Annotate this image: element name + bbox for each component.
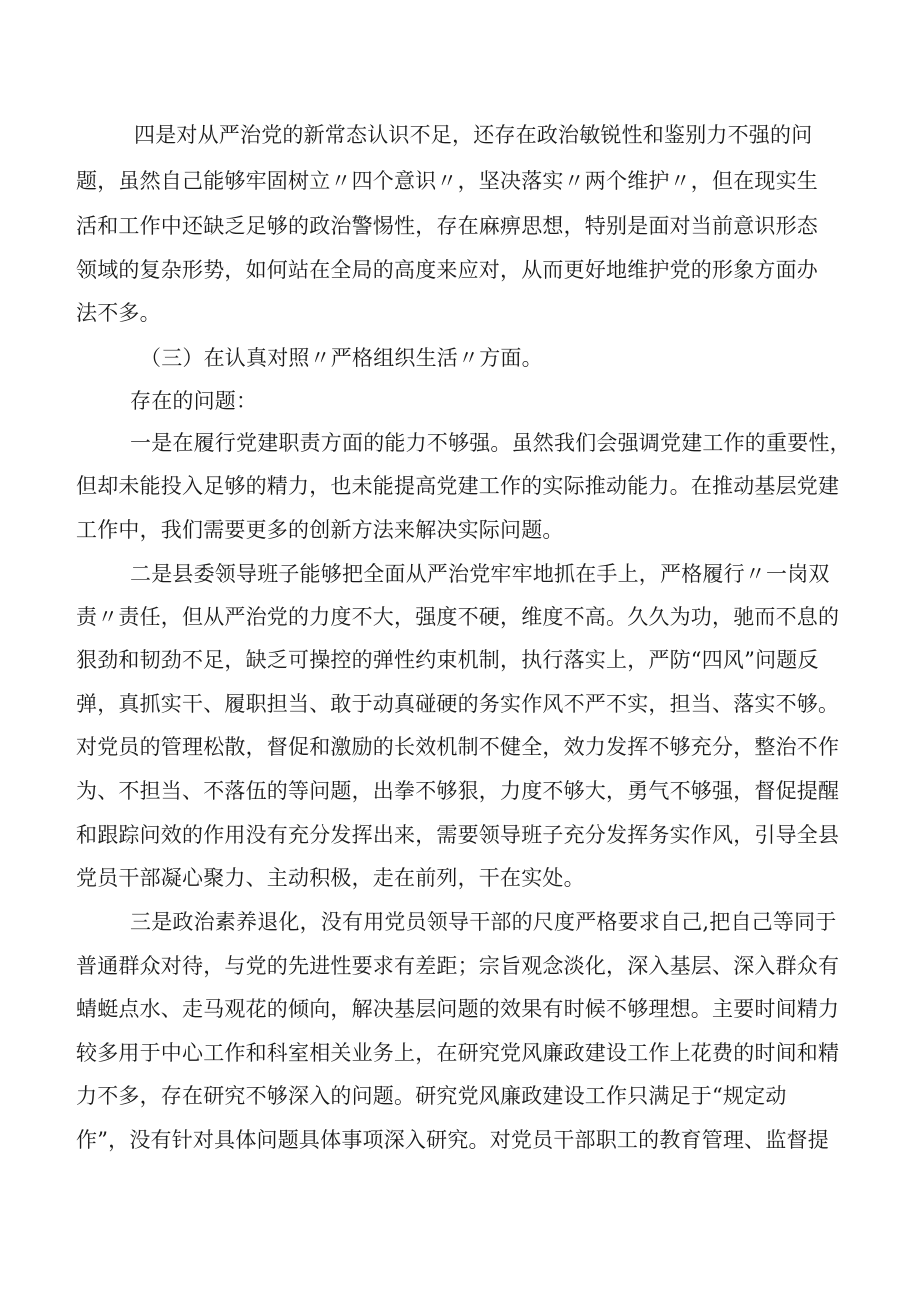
text-line: 力不多，存在研究不够深入的问题。研究党风廉政建设工作只满足于“规定动	[76, 1084, 787, 1108]
text-line: 四是对从严治党的新常态认识不足，还存在政治敏锐性和鉴别力不强的问	[134, 123, 813, 147]
text-line: 一是在履行党建职责方面的能力不够强。虽然我们会强调党建工作的重要性，	[130, 431, 851, 455]
text-line: 对党员的管理松散，督促和激励的长效机制不健全，效力发挥不够充分，整治不作	[76, 735, 840, 759]
text-line: 领域的复杂形势，如何站在全局的高度来应对，从而更好地维护党的形象方面办	[76, 258, 818, 282]
text-line: 但却未能投入足够的精力，也未能提高党建工作的实际推动能力。在推动基层党建	[76, 474, 840, 498]
text-line: 较多用于中心工作和科室相关业务上，在研究党风廉政建设工作上花费的时间和精	[76, 1041, 840, 1065]
text-line: 狠劲和韧劲不足，缺乏可操控的弹性约束机制，执行落实上，严防“四风”问题反	[76, 648, 819, 672]
text-line: 题，虽然自己能够牢固树立〃四个意识〃，坚决落实〃两个维护〃，但在现实生	[76, 169, 818, 193]
text-line: 蜻蜓点水、走马观花的倾向，解决基层问题的效果有时候不够理想。主要时间精力	[76, 997, 840, 1021]
text-line: 弹，真抓实干、履职担当、敢于动真碰硬的务实作风不严不实，担当、落实不够。	[76, 692, 840, 716]
text-line: 存在的问题：	[130, 389, 258, 413]
text-line: 责〃责任，但从严治党的力度不大，强度不硬，维度不高。久久为功，驰而不息的	[76, 605, 840, 629]
text-line: 普通群众对待，与党的先进性要求有差距；宗旨观念淡化，深入基层、深入群众有	[76, 954, 840, 978]
text-line: 为、不担当、不落伍的等问题，出拳不够狠，力度不够大，勇气不够强，督促提醒	[76, 779, 840, 803]
text-line: 三是政治素养退化，没有用党员领导干部的尺度严格要求自己,把自己等同于	[130, 910, 837, 934]
text-line: 党员干部凝心聚力、主动积极，走在前列，干在实处。	[76, 866, 585, 890]
text-line: 工作中，我们需要更多的创新方法来解决实际问题。	[76, 518, 564, 542]
text-line: 作”，没有针对具体问题具体事项深入研究。对党员干部职工的教育管理、监督提	[76, 1128, 829, 1152]
section-heading: （三）在认真对照〃严格组织生活〃方面。	[140, 346, 543, 370]
text-line: 法不多。	[76, 301, 161, 325]
text-line: 活和工作中还缺乏足够的政治警惕性，存在麻痹思想，特别是面对当前意识形态	[76, 214, 818, 238]
text-line: 二是县委领导班子能够把全面从严治党牢牢地抓在手上，严格履行〃一岗双	[130, 562, 830, 586]
text-line: 和跟踪问效的作用没有充分发挥出来，需要领导班子充分发挥务实作风，引导全县	[76, 823, 840, 847]
